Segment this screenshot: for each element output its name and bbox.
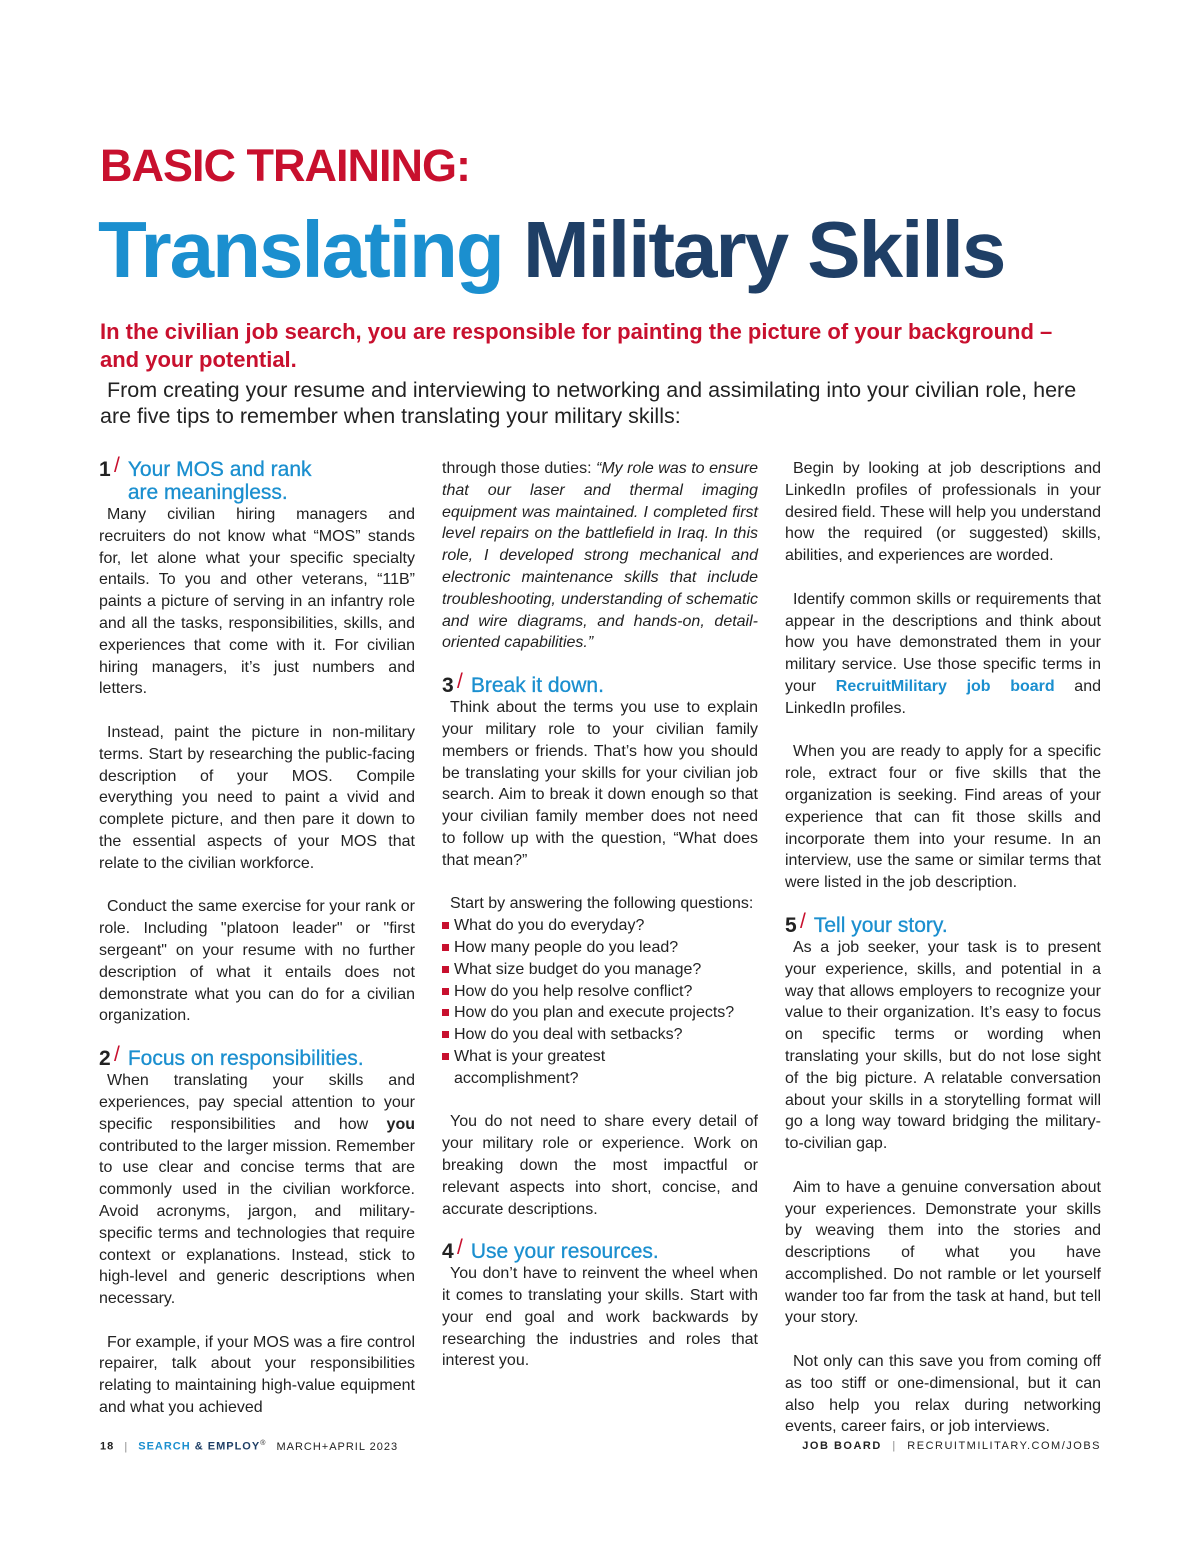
paragraph xyxy=(785,589,1101,720)
paragraph-text: contributed to the larger mission. Remember to use clear and concise terms that are commonly used in the civilian workforce. Avoid acronyms, jargon, and military-specific terms and technologies that require context or explanations. Instead, stick to high-level and generic descriptions when necessary. xyxy=(99,1137,415,1308)
paragraph: You don’t have to reinvent the wheel when it comes to translating your skills. Start with your end goal and work backwards by researching the industries and roles that interest you. xyxy=(442,1265,758,1370)
paragraph: Many civilian hiring managers and recruiters do not know what “MOS” stands for, let alone what your specific specialty entails. To you and other veterans, “11B” paints a picture of serving in an infantry role and all the tasks, responsibilities, skills, and experiences that come with it. For civilian hiring managers, it’s just numbers and letters. xyxy=(99,506,415,698)
slash-divider: / xyxy=(114,454,120,477)
paragraph: When you are ready to apply for a specific role, extract four or five skills that the organization is seeking. Find areas of your experience that can fit those skills and incorporate them into your resume. In an interview, use the same or similar terms that were listed in the job description. xyxy=(785,743,1101,892)
tip-number: 1 xyxy=(99,458,111,481)
question-list xyxy=(442,915,758,1089)
paragraph: Conduct the same exercise for your rank or role. Including "platoon leader" or "first sergeant" on your resume with no further description of what it entails does not demonstrate what you can do for a civilian organization. xyxy=(99,898,415,1025)
bullet-icon xyxy=(442,944,449,951)
tip-title: Tell your story. xyxy=(813,913,948,937)
page-title xyxy=(98,196,1004,304)
paragraph: Instead, paint the picture in non-military terms. Start by researching the public-facing description of your MOS. Compile everything you need to paint a vivid and complete picture, and then pare it down to the essential aspects of your MOS that relate to the civilian workforce. xyxy=(99,723,415,872)
job-board-label: JOB BOARD xyxy=(802,1440,882,1452)
title-part-1: Translating xyxy=(98,205,503,294)
bullet-icon xyxy=(442,922,449,929)
bullet-icon xyxy=(442,1009,449,1016)
tip-number: 2 xyxy=(99,1047,111,1071)
bullet-icon xyxy=(442,966,449,973)
tip-4-heading xyxy=(442,1236,758,1264)
paragraph: Think about the terms you use to explain your military role to your civilian family members or friends. That’s how you should be translating your skills for your civilian job search. Aim to break it down enough so that your civilian family member does not need to follow up with the question, “What does that mean?” xyxy=(442,699,758,869)
magazine-name-part-2: EMPLOY xyxy=(207,1440,261,1453)
list-item: How do you plan and execute projects? xyxy=(442,1002,758,1024)
quote: “My role was to ensure that our laser and thermal imaging equipment was maintained. I completed first level repairs on the battlefield in Iraq. In this role, I developed strong mechanical and electronic maintenance skills that include troubleshooting, understanding of schematic and wire diagrams, and hands-on, detail-oriented capabilities.” xyxy=(442,460,758,652)
slash-divider: / xyxy=(457,1236,463,1260)
page-number: 18 xyxy=(100,1440,115,1453)
list-item: What is your greatest accomplishment? xyxy=(442,1046,758,1090)
paragraph: Begin by looking at job descriptions and LinkedIn profiles of professionals in your desired field. These will help you understand how the required (or suggested) skills, abilities, and experiences are worded. xyxy=(785,460,1101,565)
registered-mark: ® xyxy=(260,1440,267,1447)
tip-number: 3 xyxy=(442,674,454,698)
footer-separator: | xyxy=(892,1440,897,1452)
job-board-url[interactable]: RECRUITMILITARY.COM/JOBS xyxy=(907,1440,1101,1452)
paragraph-text: When translating your skills and experiences, pay special attention to your specific responsibilities and how xyxy=(99,1072,415,1133)
slash-divider: / xyxy=(457,670,463,694)
kicker: BASIC TRAINING: xyxy=(100,140,470,191)
column-1 xyxy=(99,454,415,1419)
paragraph xyxy=(99,1070,415,1310)
tip-1-heading xyxy=(99,454,415,504)
emphasis: you xyxy=(386,1115,415,1133)
paragraph: Start by answering the following questions: xyxy=(450,895,754,913)
paragraph: You do not need to share every detail of your military role or experience. Work on breaking down the most impactful or relevant aspects into short, concise, and accurate descriptions. xyxy=(442,1113,758,1218)
footer-right xyxy=(802,1440,1101,1452)
tip-title: Focus on responsibilities. xyxy=(127,1047,364,1071)
tip-title: Use your resources. xyxy=(470,1240,659,1264)
list-item: What do you do everyday? xyxy=(442,915,758,937)
list-item: How do you deal with setbacks? xyxy=(442,1024,758,1046)
paragraph-text: through those duties: xyxy=(442,460,596,477)
footer-left xyxy=(100,1440,398,1453)
magazine-amp: & xyxy=(190,1440,208,1453)
paragraph: Aim to have a genuine conversation about your experiences. Demonstrate your skills by weaving them into the stories and descriptions of what you have accomplished. Do not ramble or let yourself wander too far from the task at hand, but tell your story. xyxy=(785,1178,1101,1327)
issue-date: MARCH+APRIL 2023 xyxy=(276,1440,399,1453)
list-item: How do you help resolve conflict? xyxy=(442,981,758,1003)
magazine-name-part-1: SEARCH xyxy=(138,1440,191,1453)
list-item: How many people do you lead? xyxy=(442,937,758,959)
bullet-icon xyxy=(442,1031,449,1038)
footer-separator: | xyxy=(124,1440,129,1453)
paragraph xyxy=(442,458,758,654)
paragraph-text: and LinkedIn profiles. xyxy=(785,677,1101,717)
tip-3-heading xyxy=(442,670,758,698)
job-board-link[interactable]: RecruitMilitary job board xyxy=(835,677,1055,695)
tip-title: Break it down. xyxy=(470,674,604,698)
tip-number: 4 xyxy=(442,1240,454,1264)
paragraph: As a job seeker, your task is to present your experience, skills, and potential in a way that allows employers to recognize your value to their organization. It’s easy to focus on specific terms or wording when translating your skills, but do not lose sight of the big picture. A relatable conversation about your skills in a storytelling format will go a long way toward bridging the military-to-civilian gap. xyxy=(785,938,1101,1153)
bullet-icon xyxy=(442,988,449,995)
intro-text: From creating your resume and interviewing to networking and assimilating into your civilian role, here are five tips to remember when translating your military skills: xyxy=(100,378,1077,428)
column-3 xyxy=(785,458,1101,1438)
list-item: What size budget do you manage? xyxy=(442,959,758,981)
slash-divider: / xyxy=(114,1043,120,1067)
paragraph: Not only can this save you from coming off as too stiff or one-dimensional, but it can also help you relax during networking events, career fairs, or job interviews. xyxy=(785,1353,1101,1436)
tip-5-heading xyxy=(785,909,1101,937)
intro xyxy=(100,377,1110,429)
slash-divider: / xyxy=(800,909,806,933)
paragraph-text: Identify common skills or requirements that appear in the descriptions and think about how you have demonstrated them in your military service. Use those specific terms in your xyxy=(785,590,1101,695)
dek: In the civilian job search, you are responsible for painting the picture of your background – and your potential. xyxy=(100,319,1053,372)
column-2 xyxy=(442,458,758,1372)
title-part-2: Military Skills xyxy=(523,205,1005,294)
tip-title: Your MOS and rank are meaningless. xyxy=(127,458,312,504)
tip-2-heading xyxy=(99,1043,415,1071)
tip-number: 5 xyxy=(785,913,797,937)
bullet-icon xyxy=(442,1053,449,1060)
paragraph: For example, if your MOS was a fire control repairer, talk about your responsibilities relating to maintaining high-value equipment and what you achieved xyxy=(99,1333,415,1417)
